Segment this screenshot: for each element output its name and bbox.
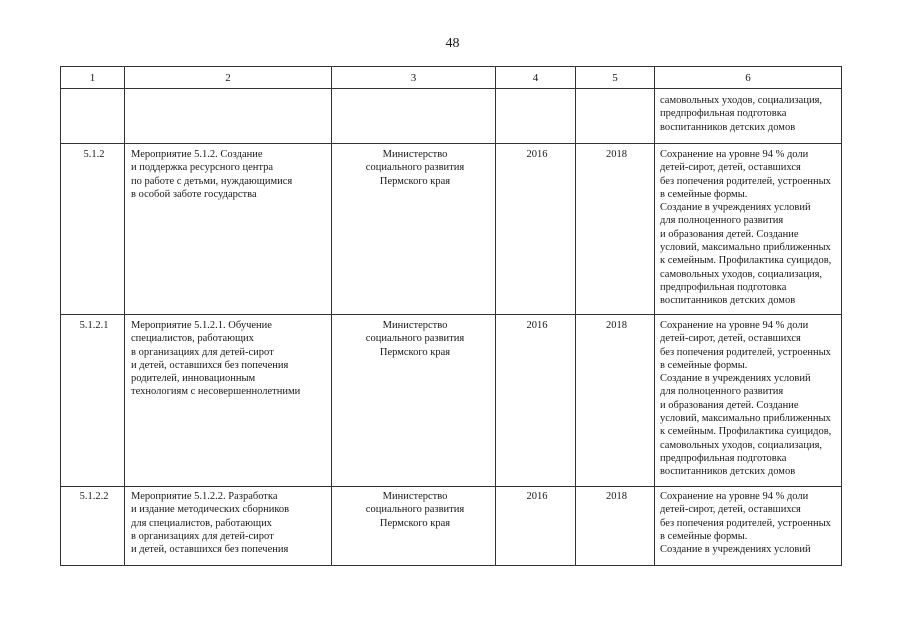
cell-event xyxy=(125,89,332,144)
cell-event: Мероприятие 5.1.2.2. Разработка и издание методических сборников для специалистов, работающих в организациях для детей-сирот и детей, оставшихся без попечения xyxy=(125,487,332,566)
header-col-3: 3 xyxy=(332,67,496,89)
header-row xyxy=(61,67,842,89)
cell-start-year: 2016 xyxy=(496,315,576,487)
header-col-4: 4 xyxy=(496,67,576,89)
cell-start-year: 2016 xyxy=(496,144,576,315)
cell-number xyxy=(61,89,125,144)
cell-number: 5.1.2 xyxy=(61,144,125,315)
cell-end-year: 2018 xyxy=(576,487,655,566)
cell-result: Сохранение на уровне 94 % доли детей-сирот, детей, оставшихся без попечения родителей, устроенных в семейные формы. Создание в учреждениях условий xyxy=(655,487,842,566)
cell-executor: Министерство социального развития Пермского края xyxy=(332,487,496,566)
page-number: 48 xyxy=(445,36,460,51)
cell-executor: Министерство социального развития Пермского края xyxy=(332,144,496,315)
header-col-5: 5 xyxy=(576,67,655,89)
table-row xyxy=(61,487,842,566)
header-col-2: 2 xyxy=(125,67,332,89)
cell-end-year: 2018 xyxy=(576,315,655,487)
cell-start-year xyxy=(496,89,576,144)
table-row xyxy=(61,89,842,144)
table-row xyxy=(61,315,842,487)
cell-result: Сохранение на уровне 94 % доли детей-сирот, детей, оставшихся без попечения родителей, устроенных в семейные формы. Создание в учреждениях условий для полноценного развития и образования детей. Создание условий, максимально приближенных к семейным. Профилактика суицидов, самовольных уходов, социализация, предпрофильная подготовка воспитанников детских домов xyxy=(655,315,842,487)
cell-event: Мероприятие 5.1.2.1. Обучение специалистов, работающих в организациях для детей-сирот и детей, оставшихся без попечения родителей, инновационным технологиям с несовершеннолетними xyxy=(125,315,332,487)
cell-number: 5.1.2.1 xyxy=(61,315,125,487)
header-col-6: 6 xyxy=(655,67,842,89)
header-col-1: 1 xyxy=(61,67,125,89)
cell-executor xyxy=(332,89,496,144)
cell-result: Сохранение на уровне 94 % доли детей-сирот, детей, оставшихся без попечения родителей, устроенных в семейные формы. Создание в учреждениях условий для полноценного развития и образования детей. Создание условий, максимально приближенных к семейным. Профилактика суицидов, самовольных уходов, социализация, предпрофильная подготовка воспитанников детских домов xyxy=(655,144,842,315)
cell-end-year xyxy=(576,89,655,144)
cell-start-year: 2016 xyxy=(496,487,576,566)
cell-event: Мероприятие 5.1.2. Создание и поддержка ресурсного центра по работе с детьми, нуждающимися в особой заботе государства xyxy=(125,144,332,315)
table-row xyxy=(61,144,842,315)
cell-end-year: 2018 xyxy=(576,144,655,315)
program-table xyxy=(60,66,842,566)
cell-number: 5.1.2.2 xyxy=(61,487,125,566)
cell-executor: Министерство социального развития Пермского края xyxy=(332,315,496,487)
cell-result: самовольных уходов, социализация, предпрофильная подготовка воспитанников детских домов xyxy=(655,89,842,144)
